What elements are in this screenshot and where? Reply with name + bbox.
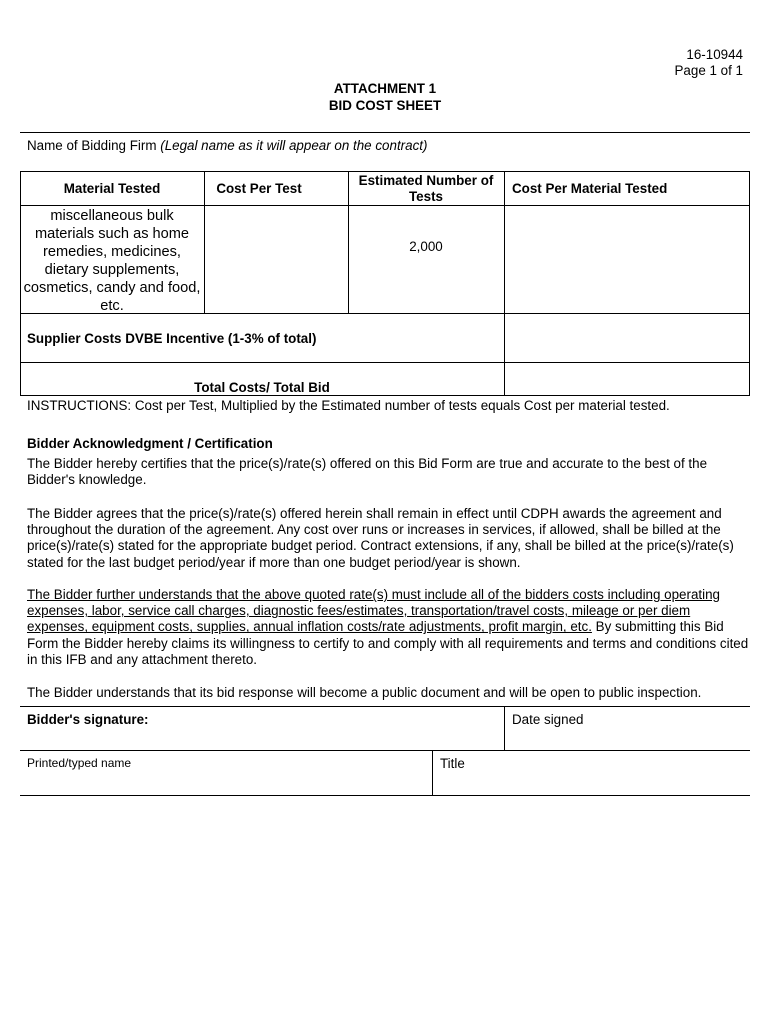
date-signed-label: Date signed — [512, 712, 584, 727]
certification-paragraph-4: The Bidder understands that its bid response will become a public document and will be open to public inspection. — [27, 685, 702, 700]
sig-divider-date — [504, 706, 505, 750]
supplier-costs-input[interactable] — [506, 318, 747, 358]
firm-name-input[interactable] — [24, 152, 746, 170]
table-rule-bottom — [20, 395, 750, 396]
table-col-left — [20, 171, 21, 396]
cost-inclusion-clause: The Bidder further understands that the above quoted rate(s) must include all of the bidders costs including operating expenses, labor, service call charges, diagnostic fees/estimates, transportation/travel costs, mileage or per diem expenses, equipment costs, supplies, annual inflation costs/rate adjustments, profit margin, etc. — [27, 587, 721, 635]
title-input[interactable] — [436, 772, 746, 792]
total-costs-input[interactable] — [506, 366, 747, 392]
certification-paragraph-1: The Bidder hereby certifies that the price(s)/rate(s) offered on this Bid Form are true and accurate to the best of the Bidder's knowledge. — [27, 456, 708, 488]
firm-note: (Legal name as it will appear on the contract) — [160, 138, 428, 153]
instructions-text: INSTRUCTIONS: Cost per Test, Multiplied by the Estimated number of tests equals Cost per material tested. — [27, 398, 670, 413]
table-col-right — [749, 171, 750, 396]
signature-input[interactable] — [24, 728, 500, 748]
doc-number: 16-10944 — [686, 47, 743, 62]
firm-label-row — [27, 138, 427, 153]
certification-clause: By submitting this Bid Form the Bidder hereby claims its willingness to certify to and comply with all requirements and terms and conditions cited in this IFB and any attachment thereto. — [27, 619, 749, 667]
page-number: Page 1 of 1 — [674, 63, 743, 78]
col-header-cost-per-material: Cost Per Material Tested — [512, 181, 668, 196]
date-signed-input[interactable] — [508, 728, 746, 748]
sig-rule-top — [20, 706, 750, 707]
doc-header-right — [675, 47, 744, 79]
certification-heading: Bidder Acknowledgment / Certification — [27, 436, 273, 451]
firm-top-rule — [20, 132, 750, 133]
table-rule-header — [20, 205, 750, 206]
col-header-material: Material Tested — [63, 181, 161, 196]
table-rule-top — [20, 171, 750, 172]
printed-name-input[interactable] — [24, 772, 428, 792]
doc-title — [0, 80, 770, 114]
col-header-cost-per-test: Cost Per Test — [216, 181, 302, 196]
cost-per-test-input[interactable] — [206, 210, 346, 306]
sig-rule-middle — [20, 750, 750, 751]
table-rule-row2 — [20, 362, 750, 363]
sig-rule-bottom — [20, 795, 750, 796]
firm-label: Name of Bidding Firm — [27, 138, 157, 153]
estimated-tests-value: 2,000 — [409, 239, 443, 254]
supplier-costs-label: Supplier Costs DVBE Incentive (1-3% of total) — [27, 331, 317, 346]
material-description: miscellaneous bulk materials such as home remedies, medicines, dietary supplements, cosmetics, candy and food, etc. — [23, 208, 201, 314]
title-line-2: BID COST SHEET — [328, 98, 442, 113]
printed-name-label: Printed/typed name — [27, 756, 132, 770]
signature-label: Bidder's signature: — [27, 712, 149, 727]
certification-paragraph-2: The Bidder agrees that the price(s)/rate(s) offered herein shall remain in effect until CDPH awards the agreement and throughout the duration of the agreement. Any cost over runs or increases in services, if allowed, shall be billed at the price(s)/rate(s) stated for the appropriate budget period. Contract extensions, if any, shall be billed at the price(s)/rate(s) stated for the last budget period/year if more than one budget period/year is shown. — [27, 506, 734, 570]
certification-paragraph-3 — [27, 587, 749, 668]
table-col-4 — [504, 171, 505, 396]
title-line-1: ATTACHMENT 1 — [333, 81, 437, 96]
sig-divider-title — [432, 750, 433, 796]
cost-per-material-input[interactable] — [506, 210, 747, 306]
col-header-estimated-tests: Estimated Number of Tests — [358, 173, 494, 204]
title-label: Title — [440, 756, 465, 771]
total-costs-label: Total Costs/ Total Bid — [194, 380, 330, 395]
